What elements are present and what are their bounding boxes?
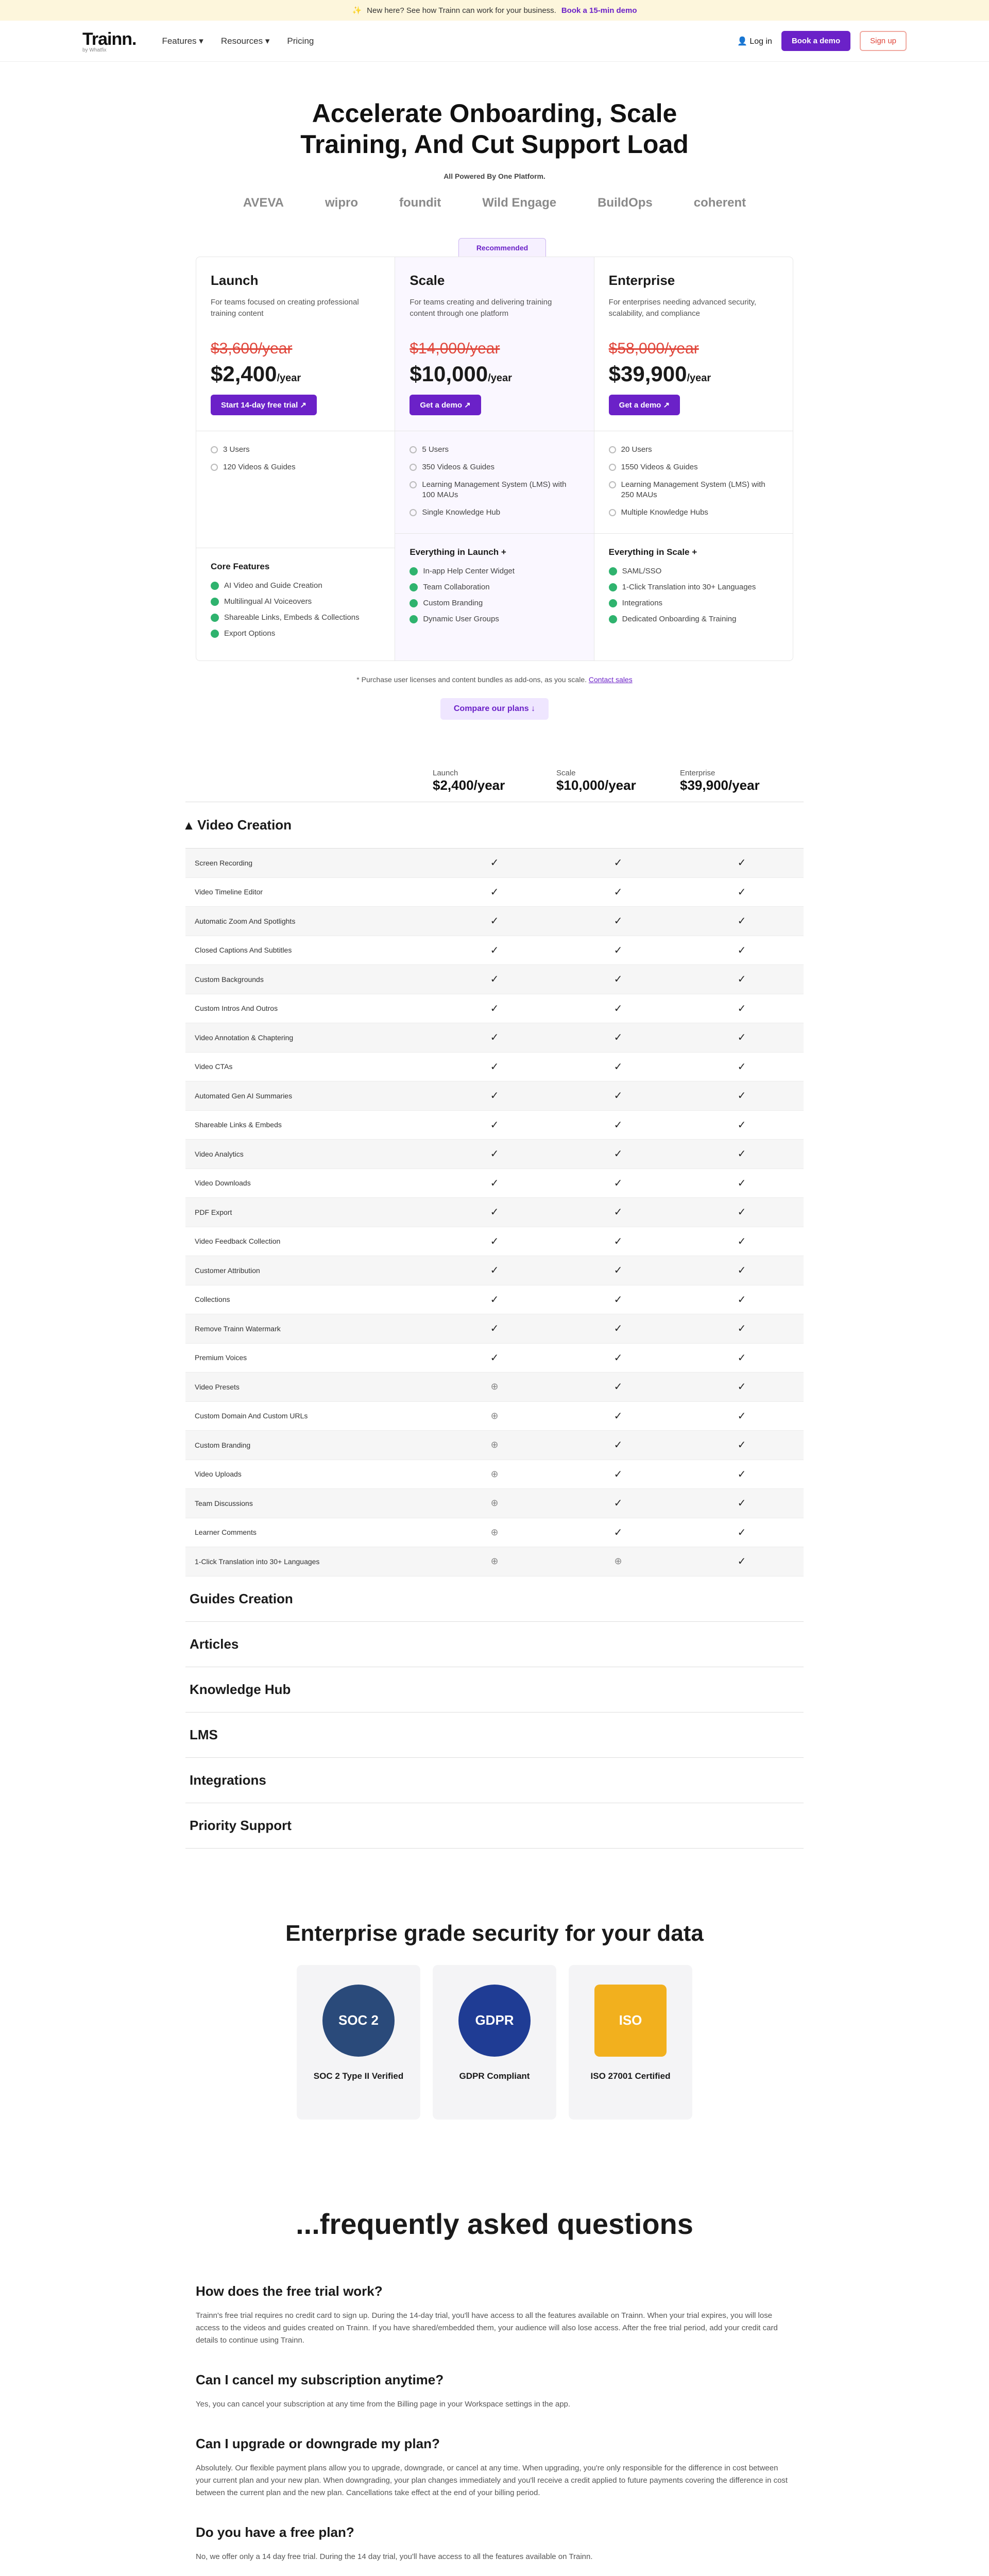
book-demo-button[interactable]: Book a demo — [781, 31, 850, 51]
old-price: $58,000/year — [608, 340, 699, 357]
signup-button[interactable]: Sign up — [860, 31, 907, 51]
plan-name: Launch — [211, 273, 259, 288]
check-icon: ✓ — [613, 1207, 623, 1218]
sparkle-icon: ✨ — [352, 6, 362, 15]
addon-icon: ⊕ — [490, 1527, 499, 1537]
addon-note: * Purchase user licenses and content bundles as add-ons, as you scale. Contact sales — [356, 675, 633, 684]
check-icon: ✓ — [737, 1032, 746, 1044]
customer-logo: AVEVA — [243, 196, 284, 210]
category-knowledge-hub[interactable]: Knowledge Hub — [185, 1667, 804, 1713]
certifications — [0, 1965, 989, 2120]
plan-enterprise — [594, 257, 793, 660]
feature-item: Integrations — [609, 599, 778, 607]
check-icon: ✓ — [737, 1527, 746, 1538]
top-nav — [0, 21, 989, 62]
check-icon — [211, 582, 219, 590]
check-icon — [211, 630, 219, 638]
check-icon: ✓ — [490, 1119, 499, 1131]
table-row: Collections ✓ ✓ ✓ — [185, 1285, 804, 1315]
banner-text: New here? See how Trainn can work for your business. — [367, 6, 556, 15]
addon-icon: ⊕ — [490, 1556, 499, 1567]
check-icon: ✓ — [613, 1090, 623, 1102]
feature-item: AI Video and Guide Creation — [211, 581, 380, 590]
feature-title: Everything in Launch + — [410, 547, 506, 557]
chevron-up-icon: ▴ — [185, 817, 193, 833]
feature-item: 1-Click Translation into 30+ Languages — [609, 583, 778, 591]
check-icon: ✓ — [737, 1498, 746, 1510]
chevron-down-icon: ▾ — [265, 36, 270, 46]
check-icon: ✓ — [613, 1003, 623, 1014]
check-icon: ✓ — [737, 1468, 746, 1480]
check-icon: ✓ — [613, 1119, 623, 1131]
customer-logo: foundit — [399, 196, 441, 210]
table-row: Video CTAs ✓ ✓ ✓ — [185, 1053, 804, 1082]
check-icon: ✓ — [490, 1177, 499, 1189]
get-demo-button[interactable]: Get a demo ↗ — [410, 395, 481, 415]
table-row: Custom Intros And Outros ✓ ✓ ✓ — [185, 994, 804, 1024]
old-price: $14,000/year — [410, 340, 500, 357]
old-price: $3,600/year — [211, 340, 293, 357]
check-icon — [410, 583, 418, 591]
check-icon: ✓ — [490, 857, 499, 869]
feature-item: In-app Help Center Widget — [410, 567, 579, 575]
cert-soc2: SOC 2 SOC 2 Type II Verified — [297, 1965, 420, 2120]
check-icon: ✓ — [613, 1468, 623, 1480]
limit-item: 5 Users — [410, 445, 579, 455]
check-icon: ✓ — [613, 1439, 623, 1451]
feature-item: Multilingual AI Voiceovers — [211, 597, 380, 606]
check-icon: ✓ — [613, 944, 623, 956]
addon-icon: ⊕ — [490, 1381, 499, 1392]
feature-item: Custom Branding — [410, 599, 579, 607]
security-title: Enterprise grade security for your data — [285, 1920, 704, 1946]
check-icon: ✓ — [737, 1265, 746, 1277]
faq-list — [196, 2282, 793, 2576]
plan-desc: For teams creating and delivering training content through one platform — [410, 298, 552, 318]
limit-item: Learning Management System (LMS) with 250 MAUs — [609, 480, 778, 500]
col-launch: Launch $2,400/year — [433, 769, 505, 793]
feature-item: SAML/SSO — [609, 567, 778, 575]
table-row: Video Analytics ✓ ✓ ✓ — [185, 1140, 804, 1169]
nav-resources[interactable]: Resources ▾ — [220, 36, 270, 46]
category-integrations[interactable]: Integrations — [185, 1758, 804, 1803]
category-list — [185, 1577, 804, 1849]
check-icon: ✓ — [490, 1265, 499, 1277]
table-row: Screen Recording ✓ ✓ ✓ — [185, 849, 804, 878]
check-icon: ✓ — [613, 1381, 623, 1393]
get-demo-button[interactable]: Get a demo ↗ — [609, 395, 680, 415]
table-row: 1-Click Translation into 30+ Languages ⊕ ⊕ ✓ — [185, 1547, 804, 1577]
check-icon — [609, 583, 617, 591]
customer-logo: Wild Engage — [482, 196, 557, 210]
table-row: Learner Comments ⊕ ✓ ✓ — [185, 1518, 804, 1548]
table-row: Custom Backgrounds ✓ ✓ ✓ — [185, 965, 804, 994]
table-row: Team Discussions ⊕ ✓ ✓ — [185, 1489, 804, 1518]
check-icon — [609, 599, 617, 607]
nav-features[interactable]: Features ▾ — [162, 36, 203, 46]
feature-item: Team Collaboration — [410, 583, 579, 591]
check-icon: ✓ — [613, 974, 623, 986]
customer-logo: wipro — [325, 196, 358, 210]
check-icon — [410, 567, 418, 575]
check-icon: ✓ — [737, 1323, 746, 1335]
check-icon: ✓ — [490, 1294, 499, 1306]
check-icon: ✓ — [490, 1003, 499, 1014]
faq-item: Can I upgrade or downgrade my plan? Absolutely. Our flexible payment plans allow you to upgrade, downgrade, or cancel at any time. When upgrading, you're only responsible for the difference in cost between your current plan and your new plan. When downgrading, your plan changes immediately and you'll receive a credit applied to future payments covering the difference in cost between the current plan and the new plan. Cancellations take effect at the end of your billing period. — [196, 2435, 788, 2497]
check-icon: ✓ — [737, 1439, 746, 1451]
check-icon: ✓ — [490, 1323, 499, 1335]
limit-item: Multiple Knowledge Hubs — [609, 507, 778, 518]
check-icon: ✓ — [613, 1032, 623, 1044]
customer-logo: coherent — [693, 196, 746, 210]
section-video-creation[interactable]: ▴ Video Creation — [185, 802, 804, 849]
table-row: Remove Trainn Watermark ✓ ✓ ✓ — [185, 1314, 804, 1344]
check-icon: ✓ — [737, 916, 746, 927]
feature-title: Everything in Scale + — [608, 547, 697, 557]
plan-desc: For enterprises needing advanced security, scalability, and compliance — [608, 298, 757, 318]
plan-name: Scale — [410, 273, 445, 288]
check-icon: ✓ — [737, 1148, 746, 1160]
soc2-badge-icon: SOC 2 — [322, 1985, 395, 2057]
check-icon: ✓ — [613, 1527, 623, 1538]
check-icon: ✓ — [490, 916, 499, 927]
pricing-plans — [196, 243, 793, 720]
check-icon: ✓ — [613, 857, 623, 869]
cert-gdpr: GDPR GDPR Compliant — [433, 1965, 556, 2120]
plan-price: $39,900/year — [608, 362, 711, 386]
check-icon — [410, 615, 418, 623]
check-icon: ✓ — [490, 1061, 499, 1073]
check-icon: ✓ — [613, 1061, 623, 1073]
table-row: Automated Gen AI Summaries ✓ ✓ ✓ — [185, 1081, 804, 1111]
plan-scale — [395, 257, 594, 660]
check-icon: ✓ — [737, 1177, 746, 1189]
feature-item: Dedicated Onboarding & Training — [609, 615, 778, 623]
banner-demo-link[interactable]: Book a 15-min demo — [561, 6, 637, 15]
customer-logo: BuildOps — [598, 196, 653, 210]
faq-item: Do you have a free plan? No, we offer only a 14 day free trial. During the 14 day trial, you'll have access to all the features available on Trainn. — [196, 2524, 593, 2561]
limit-item: Learning Management System (LMS) with 100 MAUs — [410, 480, 579, 500]
limit-item: 1550 Videos & Guides — [609, 462, 778, 472]
check-icon: ✓ — [737, 1410, 746, 1422]
check-icon: ✓ — [613, 1235, 623, 1247]
limit-item: Single Knowledge Hub — [410, 507, 579, 518]
table-row: Automatic Zoom And Spotlights ✓ ✓ ✓ — [185, 907, 804, 936]
check-icon: ✓ — [737, 886, 746, 898]
check-icon — [211, 614, 219, 622]
check-icon: ✓ — [737, 944, 746, 956]
table-row: Shareable Links & Embeds ✓ ✓ ✓ — [185, 1111, 804, 1140]
plan-name: Enterprise — [608, 273, 675, 288]
check-icon: ✓ — [737, 1556, 746, 1568]
plan-launch — [196, 257, 395, 660]
recommended-badge: Recommended — [458, 238, 546, 257]
check-icon: ✓ — [613, 1148, 623, 1160]
table-row: Closed Captions And Subtitles ✓ ✓ ✓ — [185, 936, 804, 965]
category-priority-support[interactable]: Priority Support — [185, 1803, 804, 1849]
check-icon: ✓ — [737, 1119, 746, 1131]
comparison-table — [185, 766, 804, 1849]
check-icon: ✓ — [613, 1410, 623, 1422]
limit-item: 20 Users — [609, 445, 778, 455]
check-icon — [211, 598, 219, 606]
check-icon: ✓ — [490, 1148, 499, 1160]
col-enterprise: Enterprise $39,900/year — [680, 769, 760, 793]
limit-item: 350 Videos & Guides — [410, 462, 579, 472]
check-icon: ✓ — [737, 1235, 746, 1247]
check-icon: ✓ — [737, 1352, 746, 1364]
chevron-down-icon: ▾ — [199, 36, 203, 46]
table-row: Custom Domain And Custom URLs ⊕ ✓ ✓ — [185, 1402, 804, 1431]
check-icon: ✓ — [490, 944, 499, 956]
table-row: Customer Attribution ✓ ✓ ✓ — [185, 1256, 804, 1285]
check-icon: ✓ — [613, 1498, 623, 1510]
gdpr-badge-icon: GDPR — [458, 1985, 531, 2057]
addon-icon: ⊕ — [490, 1498, 499, 1509]
check-icon: ✓ — [613, 916, 623, 927]
faq-title: ...frequently asked questions — [296, 2207, 693, 2240]
start-trial-button[interactable]: Start 14-day free trial ↗ — [211, 395, 317, 415]
check-icon: ✓ — [490, 886, 499, 898]
cert-iso: ISO ISO 27001 Certified — [569, 1965, 692, 2120]
table-row: Video Uploads ⊕ ✓ ✓ — [185, 1460, 804, 1489]
check-icon — [609, 615, 617, 623]
check-icon: ✓ — [737, 1003, 746, 1014]
category-lms[interactable]: LMS — [185, 1713, 804, 1758]
plan-price: $10,000/year — [410, 362, 512, 386]
feature-title: Core Features — [211, 562, 270, 571]
table-row: Video Annotation & Chaptering ✓ ✓ ✓ — [185, 1023, 804, 1053]
compare-plans-button[interactable]: Compare our plans ↓ — [440, 698, 549, 720]
table-row: Video Presets ⊕ ✓ ✓ — [185, 1372, 804, 1402]
faq-item: How does the free trial work? Trainn's free trial requires no credit card to sign up. During the 14-day trial, you'll have access to all the features available on Trainn. When your trial expires, you will lose access to the videos and guides created on Trainn. If you have shared/embedded them, your audience will also lose access. After the free trial period, add your credit card details to continue using Trainn. — [196, 2283, 778, 2345]
trainn-logo[interactable]: Trainn. by Whatfix — [82, 29, 137, 53]
announcement-banner — [0, 0, 989, 21]
check-icon: ✓ — [737, 1381, 746, 1393]
page-title: Accelerate Onboarding, Scale Training, And Cut Support Load — [300, 99, 689, 159]
plan-desc: For teams focused on creating professional training content — [211, 298, 359, 318]
limit-item: 3 Users — [211, 445, 380, 455]
check-icon: ✓ — [490, 974, 499, 986]
check-icon: ✓ — [737, 974, 746, 986]
check-icon: ✓ — [737, 1207, 746, 1218]
check-icon — [609, 567, 617, 575]
user-icon: 👤 — [737, 37, 747, 46]
check-icon: ✓ — [737, 1294, 746, 1306]
table-row: Premium Voices ✓ ✓ ✓ — [185, 1344, 804, 1373]
table-row: Custom Branding ⊕ ✓ ✓ — [185, 1431, 804, 1460]
check-icon: ✓ — [613, 1177, 623, 1189]
category-guides-creation[interactable]: Guides Creation — [185, 1577, 804, 1622]
table-row: Video Feedback Collection ✓ ✓ ✓ — [185, 1227, 804, 1257]
feature-item: Export Options — [211, 629, 380, 638]
check-icon: ✓ — [490, 1032, 499, 1044]
check-icon: ✓ — [490, 1207, 499, 1218]
customer-logos — [0, 196, 989, 210]
check-icon: ✓ — [737, 1061, 746, 1073]
check-icon: ✓ — [737, 1090, 746, 1102]
feature-item: Shareable Links, Embeds & Collections — [211, 613, 380, 622]
hero — [0, 62, 989, 210]
faq-item: Can I cancel my subscription anytime? Yes, you can cancel your subscription at any time from the Billing page in your Workspace settings in the app. — [196, 2371, 571, 2409]
check-icon: ✓ — [613, 1294, 623, 1306]
feature-item: Dynamic User Groups — [410, 615, 579, 623]
table-row: Video Timeline Editor ✓ ✓ ✓ — [185, 878, 804, 907]
check-icon: ✓ — [490, 1235, 499, 1247]
table-rows — [185, 849, 804, 1577]
limit-item: 120 Videos & Guides — [211, 462, 380, 472]
addon-icon: ⊕ — [490, 1439, 499, 1450]
check-icon: ✓ — [737, 857, 746, 869]
addon-icon: ⊕ — [614, 1556, 622, 1567]
addon-icon: ⊕ — [490, 1410, 499, 1421]
plan-price: $2,400/year — [211, 362, 301, 386]
nav-pricing[interactable]: Pricing — [287, 36, 314, 46]
check-icon — [410, 599, 418, 607]
table-header — [185, 766, 804, 802]
col-scale: Scale $10,000/year — [556, 769, 636, 793]
table-row: PDF Export ✓ ✓ ✓ — [185, 1198, 804, 1227]
check-icon: ✓ — [613, 1352, 623, 1364]
check-icon: ✓ — [490, 1090, 499, 1102]
contact-sales-link[interactable]: Contact sales — [588, 675, 633, 684]
powered-by: All Powered By One Platform. — [444, 172, 545, 180]
category-articles[interactable]: Articles — [185, 1622, 804, 1667]
check-icon: ✓ — [613, 886, 623, 898]
check-icon: ✓ — [613, 1265, 623, 1277]
check-icon: ✓ — [613, 1323, 623, 1335]
login-link[interactable]: 👤 Log in — [737, 37, 772, 46]
table-row: Video Downloads ✓ ✓ ✓ — [185, 1169, 804, 1198]
iso-badge-icon: ISO — [594, 1985, 667, 2057]
check-icon: ✓ — [490, 1352, 499, 1364]
addon-icon: ⊕ — [490, 1468, 499, 1479]
